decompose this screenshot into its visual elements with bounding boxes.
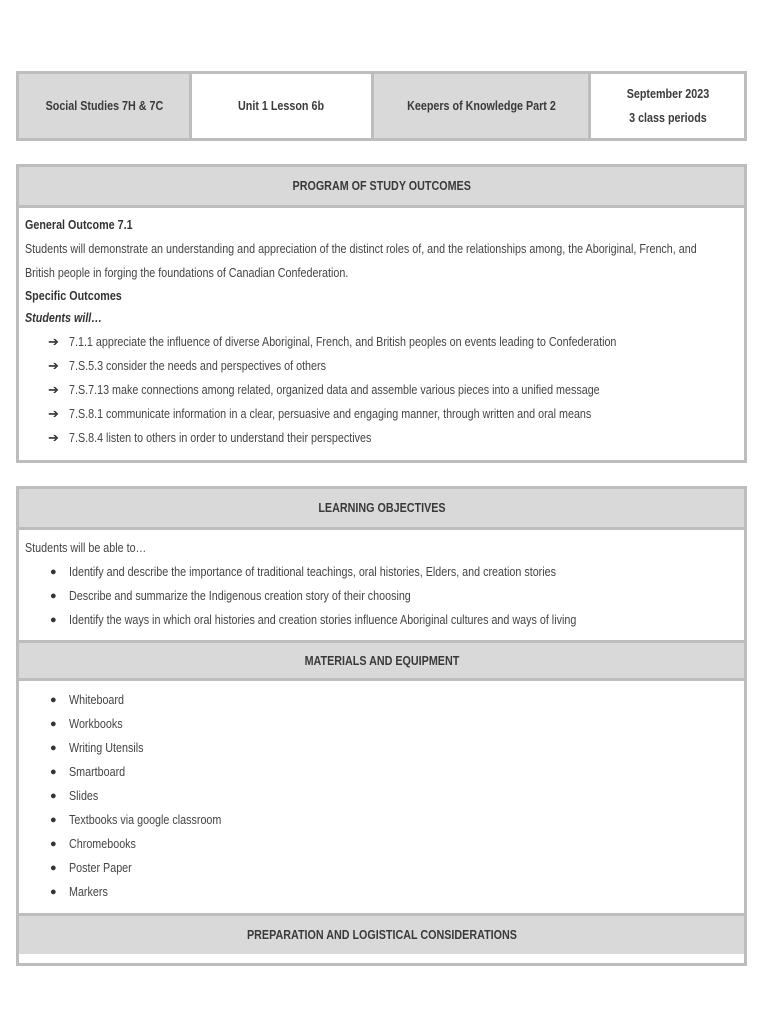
program-outcomes-section xyxy=(16,164,747,463)
material-item: ● Poster Paper xyxy=(25,856,744,880)
bullet-icon: ● xyxy=(50,766,57,778)
header-topic-cell xyxy=(371,74,588,138)
course-title: Social Studies 7H & 7C xyxy=(45,99,163,113)
arrow-icon: ➔ xyxy=(48,334,59,349)
material-item: ● Textbooks via google classroom xyxy=(25,808,744,832)
bullet-icon: ● xyxy=(50,790,57,802)
general-outcome-text-2: British people in forging the foundations of Canadian Confederation. xyxy=(25,266,349,280)
material-item: ● Slides xyxy=(25,784,744,808)
bullet-icon: ● xyxy=(50,694,57,706)
header-table xyxy=(16,71,747,141)
learning-objectives-title: LEARNING OBJECTIVES xyxy=(317,501,446,515)
bullet-icon: ● xyxy=(50,862,57,874)
materials-title: MATERIALS AND EQUIPMENT xyxy=(304,653,459,668)
general-outcome-text-1: Students will demonstrate an understanding and appreciation of the distinct roles of, and the relationships among, the Aboriginal, French, and xyxy=(25,242,697,256)
bullet-icon: ● xyxy=(50,590,57,602)
lesson-title: Unit 1 Lesson 6b xyxy=(238,99,325,113)
learning-objective-item: ● Identify the ways in which oral histories and creation stories influence Aboriginal cultures and ways of living xyxy=(25,608,744,632)
learning-section xyxy=(16,486,747,966)
bullet-icon: ● xyxy=(50,814,57,826)
material-item: ● Whiteboard xyxy=(25,688,744,712)
header-lesson-cell xyxy=(189,74,371,138)
section-header xyxy=(19,640,744,681)
bullet-icon: ● xyxy=(50,566,57,578)
material-item: ● Workbooks xyxy=(25,712,744,736)
section-header xyxy=(19,489,744,530)
program-outcomes-title: PROGRAM OF STUDY OUTCOMES xyxy=(292,179,471,193)
material-item: ● Smartboard xyxy=(25,760,744,784)
bullet-icon: ● xyxy=(50,886,57,898)
bullet-icon: ● xyxy=(50,614,57,626)
general-outcome-title: General Outcome 7.1 xyxy=(25,218,133,232)
arrow-icon: ➔ xyxy=(48,430,59,445)
header-course-cell xyxy=(19,74,189,138)
specific-outcome-item: ➔ 7.S.5.3 consider the needs and perspectives of others xyxy=(25,354,744,378)
material-item: ● Markers xyxy=(25,880,744,904)
bullet-icon: ● xyxy=(50,718,57,730)
arrow-icon: ➔ xyxy=(48,358,59,373)
material-item: ● Writing Utensils xyxy=(25,736,744,760)
specific-outcome-item: ➔ 7.1.1 appreciate the influence of diverse Aboriginal, French, and British peoples on events leading to Confederation xyxy=(25,330,744,354)
arrow-icon: ➔ xyxy=(48,406,59,421)
specific-outcome-item: ➔ 7.S.8.1 communicate information in a clear, persuasive and engaging manner, through written and oral means xyxy=(25,402,744,426)
learning-objective-item: ● Describe and summarize the Indigenous creation story of their choosing xyxy=(25,584,744,608)
learning-objectives-intro: Students will be able to… xyxy=(25,541,147,555)
bullet-icon: ● xyxy=(50,742,57,754)
specific-outcome-item: ➔ 7.S.7.13 make connections among related, organized data and assemble various pieces into a unified message xyxy=(25,378,744,402)
students-will-label: Students will… xyxy=(25,311,103,325)
date-text: September 2023 xyxy=(626,87,709,101)
specific-outcome-item: ➔ 7.S.8.4 listen to others in order to understand their perspectives xyxy=(25,426,744,450)
specific-outcomes-title: Specific Outcomes xyxy=(25,289,122,303)
bullet-icon: ● xyxy=(50,838,57,850)
section-header xyxy=(19,167,744,208)
header-date-cell xyxy=(588,74,744,138)
section-header xyxy=(19,913,744,954)
learning-objective-item: ● Identify and describe the importance of traditional teachings, oral histories, Elders, and creation stories xyxy=(25,560,744,584)
material-item: ● Chromebooks xyxy=(25,832,744,856)
duration-text: 3 class periods xyxy=(628,111,707,125)
arrow-icon: ➔ xyxy=(48,382,59,397)
topic-title: Keepers of Knowledge Part 2 xyxy=(406,99,556,113)
preparation-title: PREPARATION AND LOGISTICAL CONSIDERATIONS xyxy=(246,928,517,942)
